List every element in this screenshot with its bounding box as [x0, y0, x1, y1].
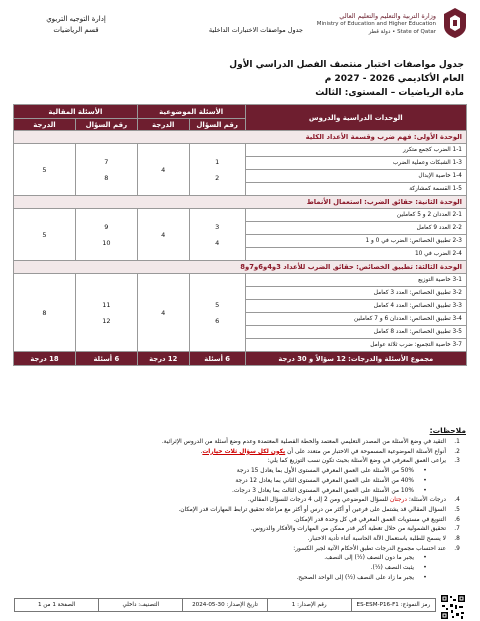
- note-text: تحقيق الشمولية من خلال تغطية أكبر قدر ممكن من المهارات والأفكار والدروس.: [250, 526, 446, 533]
- note-item: [28, 467, 468, 477]
- note-number: 9.: [454, 545, 460, 552]
- note-item: [28, 545, 468, 555]
- note-text: يجبر ما دون النصف (½) إلى النصف.: [324, 555, 414, 562]
- note-item: [28, 525, 468, 535]
- bullet-icon: •: [423, 555, 427, 562]
- obj-grade: 4: [137, 209, 189, 261]
- note-text: لا يسمح للطلبة باستعمال الآلة الحاسبة أثناء تأدية الاختبار.: [307, 536, 446, 543]
- note-text: يجبر ما زاد على النصف (½) إلى الواحد الصحيح.: [296, 574, 414, 581]
- unit-title: الوحدة الثانية: حقائق الضرب: استعمال الأنماط: [14, 196, 467, 209]
- note-item: [28, 438, 468, 448]
- note-number: 1.: [454, 439, 460, 445]
- note-item: [28, 564, 468, 574]
- ministry-name-ar: وزارة التربية والتعليم والتعليم العالي: [339, 12, 436, 20]
- bullet-icon: •: [423, 565, 427, 572]
- lesson-row: 1-5 القسمة كمشاركة: [245, 183, 466, 196]
- note-text: 40% من الأسئلة على العمق المعرفي المستوى الثاني بما يعادل 12 درجة: [235, 477, 414, 484]
- unit-title: الوحدة الأولى: فهم ضرب وقسمة الأعداد الكلية: [14, 131, 467, 144]
- total-ess-grade: 18 درجة: [14, 352, 76, 366]
- ess-question-numbers: 11 12: [75, 274, 137, 352]
- ministry-logo: [440, 6, 470, 40]
- classification: التصنيف: داخلي: [98, 599, 182, 611]
- note-item: [28, 516, 468, 526]
- ess-grade: 5: [14, 144, 76, 196]
- note-number: 4.: [454, 497, 460, 504]
- bullet-icon: •: [423, 468, 427, 475]
- note-text: يثبت النصف (½).: [370, 565, 414, 572]
- note-number: 3.: [454, 458, 460, 465]
- state-name: دولة قطر • State of Qatar: [368, 29, 436, 35]
- page-footer: [14, 598, 436, 612]
- note-warning: يكون لكل سؤال ثلاث خيارات: [202, 448, 286, 455]
- department-name: إدارة التوجيه التربوي: [46, 15, 106, 23]
- note-text: درجات الأسئلة: درجتان للسؤال الموضوعي ومن 2 إلى 4 درجات للسؤال المقالي.: [247, 497, 446, 504]
- obj-grade: 4: [137, 274, 189, 352]
- lesson-row: 3-7 خاصية التجميع: ضرب ثلاثة عوامل: [245, 339, 466, 352]
- obj-question-numbers: 5 6: [189, 274, 245, 352]
- qr-code: [440, 594, 466, 620]
- note-text: التنويع في مستويات العمق المعرفي في كل وحدة قدر الإمكان.: [293, 516, 446, 523]
- bullet-icon: •: [423, 477, 427, 484]
- lesson-row: 3-4 تطبيق الخصائص: العددان 6 و 7 كعاملين: [245, 313, 466, 326]
- note-item: [28, 554, 468, 564]
- header-essay: الأسئلة المقالية: [14, 105, 138, 119]
- note-highlight: درجتان: [389, 497, 407, 504]
- page-number: الصفحة 1 من 1: [37, 602, 76, 608]
- notes-list: [28, 438, 468, 584]
- note-number: 2.: [454, 448, 460, 455]
- note-text: عند احتساب مجموع الدرجات تطبق الأحكام الآتية لجبر الكسور:: [293, 545, 446, 552]
- bullet-icon: •: [423, 574, 427, 581]
- notes-title: ملاحظات:: [429, 426, 466, 435]
- title-line-1: جدول مواصفات اختبار منتصف الفصل الدراسي الأول: [229, 60, 464, 70]
- lesson-row: 3-2 تطبيق الخصائص: العدد 3 كعامل: [245, 287, 466, 300]
- document-titles: [229, 58, 464, 100]
- specification-table: [13, 104, 467, 366]
- obj-question-numbers: 3 4: [189, 209, 245, 261]
- obj-question-numbers: 1 2: [189, 144, 245, 196]
- lesson-row: 3-5 تطبيق الخصائص: العدد 8 كعامل: [245, 326, 466, 339]
- note-item: [28, 487, 468, 497]
- ess-question-numbers: 7 8: [75, 144, 137, 196]
- ess-question-numbers: 9 10: [75, 209, 137, 261]
- note-item: [28, 506, 468, 516]
- note-number: 6.: [454, 516, 460, 523]
- ministry-block: [286, 12, 436, 36]
- department-block: [16, 14, 136, 36]
- header-objective: الأسئلة الموضوعية: [137, 105, 245, 119]
- lesson-row: 3-1 خاصية التوزيع: [245, 274, 466, 287]
- lesson-row: 1-4 خاصية الإبدال: [245, 170, 466, 183]
- lesson-row: 1-3 الشبكات وعملية الضرب: [245, 157, 466, 170]
- document-type: جدول مواصفات الاختبارات الداخلية: [208, 26, 304, 34]
- release-number: رقم الإصدار: 1: [267, 599, 351, 611]
- header-ess-qnum: رقم السؤال: [75, 119, 137, 131]
- total-ess-count: 6 أسئلة: [75, 352, 137, 366]
- note-text: يراعى العمق المعرفي في وضع الأسئلة بحيث تكون نسب التوزيع كما يلي:: [267, 458, 446, 465]
- page-header: [8, 6, 472, 42]
- release-date: تاريخ الإصدار: 30-05-2024: [182, 599, 266, 611]
- note-text: 10% من الأسئلة على العمق المعرفي المستوى الثالث بما يعادل 3 درجات.: [232, 487, 414, 494]
- unit-title: الوحدة الثالثة: تطبيق الخصائص: حقائق الضرب للأعداد 3و4و6و7و8: [14, 261, 467, 274]
- section-name: قسم الرياضيات: [53, 26, 99, 34]
- note-item: [28, 457, 468, 467]
- note-item: [28, 535, 468, 545]
- header-units: الوحدات الدراسية والدروس: [245, 105, 466, 131]
- header-obj-grade: الدرجة: [137, 119, 189, 131]
- ess-grade: 5: [14, 209, 76, 261]
- obj-grade: 4: [137, 144, 189, 196]
- title-line-3: مادة الرياضيات – المستوى: الثالث: [315, 88, 464, 98]
- lesson-row: 2-2 العدد 9 كعامل: [245, 222, 466, 235]
- total-obj-count: 6 أسئلة: [189, 352, 245, 366]
- lesson-row: 3-3 تطبيق الخصائص: العدد 4 كعامل: [245, 300, 466, 313]
- bullet-icon: •: [423, 487, 427, 494]
- header-ess-grade: الدرجة: [14, 119, 76, 131]
- note-text: أنواع الأسئلة الموضوعية المسموحة في الاختبار من متعدد على أن يكون لكل سؤال ثلاث خيارات.: [200, 448, 446, 455]
- note-number: 5.: [454, 506, 460, 513]
- note-text: التقيد في وضع الأسئلة من المصدر التعليمي المعتمد والخطة الفصلية المعتمدة وعدم وضع أسئلة من الدروس الإثرائية.: [161, 439, 446, 445]
- lesson-row: 2-3 تطبيق الخصائص: الضرب في 0 و 1: [245, 235, 466, 248]
- note-number: 8.: [454, 536, 460, 543]
- ministry-name-en: Ministry of Education and Higher Education: [316, 21, 436, 27]
- form-code: رمز النموذج: ES-ESM-P16-F1: [351, 599, 435, 611]
- title-line-2: العام الأكاديمي 2026 - 2027 م: [324, 74, 464, 84]
- note-number: 7.: [454, 526, 460, 533]
- ess-grade: 8: [14, 274, 76, 352]
- note-text: السؤال المقالي قد يشتمل على فرعين أو أكثر من درس أو أكثر مع مراعاة تحقيق ترابط المهارات قدر الإمكان.: [178, 506, 446, 513]
- note-item: [28, 496, 468, 506]
- lesson-row: 2-1 العددان 2 و 5 كعاملين: [245, 209, 466, 222]
- note-text: 50% من الأسئلة على العمق المعرفي المستوى الأول بما يعادل 15 درجة: [236, 468, 414, 475]
- note-item: [28, 574, 468, 584]
- lesson-row: 1-1 الضرب كجمع متكرر: [245, 144, 466, 157]
- note-item: [28, 448, 468, 458]
- note-item: [28, 477, 468, 487]
- header-obj-qnum: رقم السؤال: [189, 119, 245, 131]
- lesson-row: 2-4 الضرب في 10: [245, 248, 466, 261]
- total-obj-grade: 12 درجة: [137, 352, 189, 366]
- totals-label: مجموع الأسئلة والدرجات: 12 سؤالاً و 30 درجة: [245, 352, 466, 366]
